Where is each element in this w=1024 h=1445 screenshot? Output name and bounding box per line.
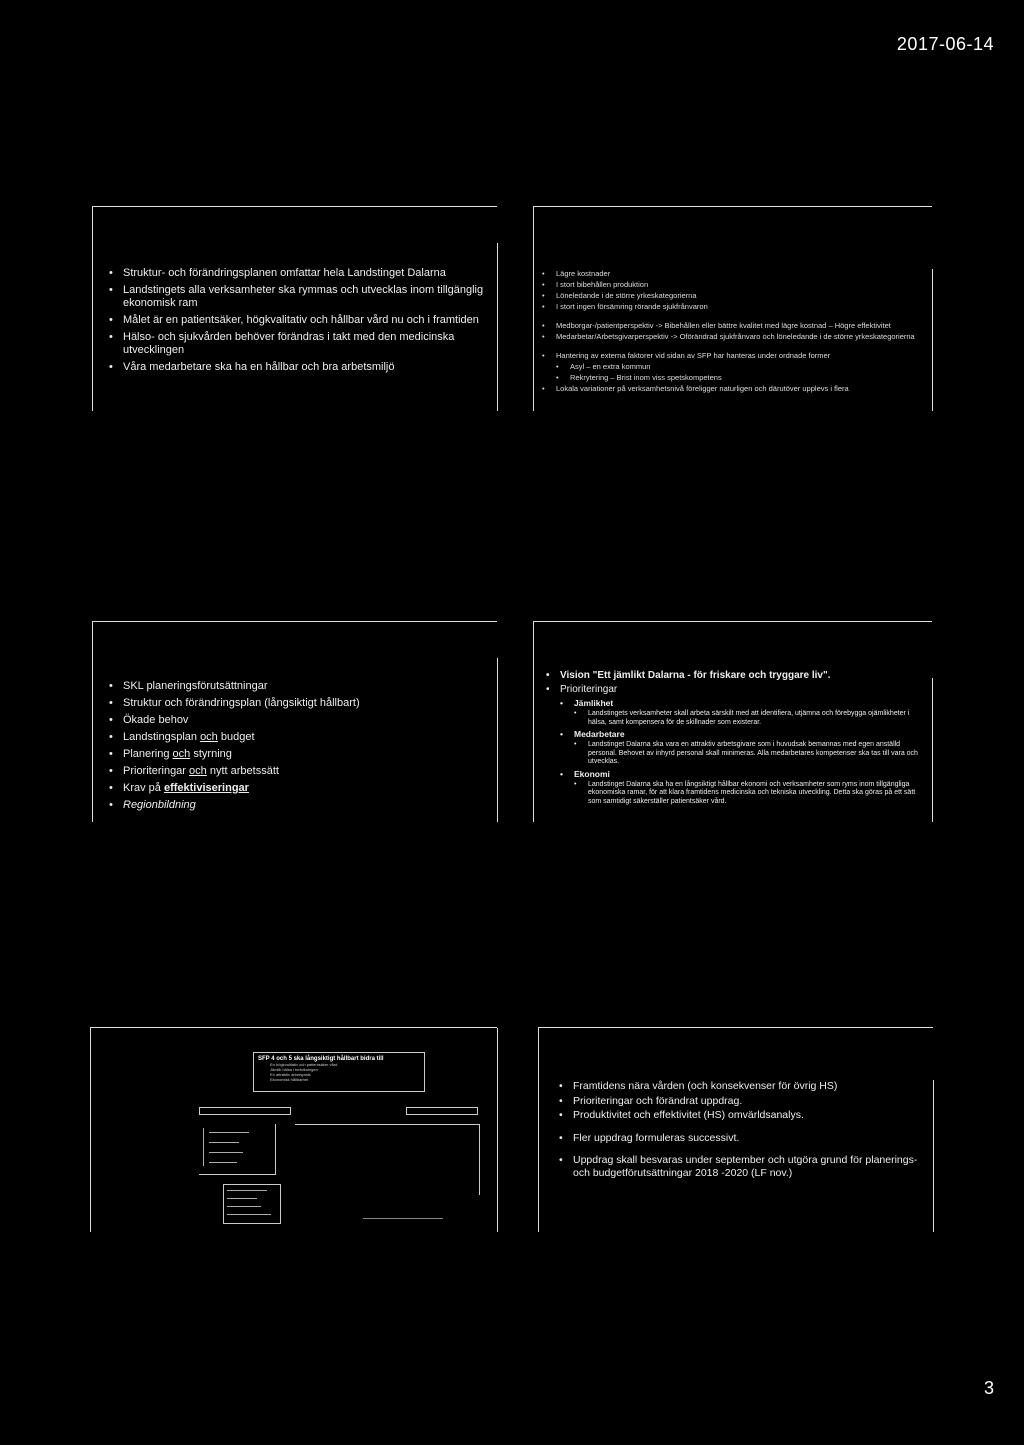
list-item: • Hantering av externa faktorer vid sidan av SFP har hanteras under ordnade former xyxy=(542,351,922,360)
list-item: • Rekrytering – Brist inom viss spetskompetens xyxy=(556,373,922,382)
list-item xyxy=(109,765,489,778)
list-item: • Löneledande i de större yrkeskategorierna xyxy=(542,291,922,300)
item-text: Prioriteringar xyxy=(123,765,190,777)
slide-2-bullets xyxy=(542,269,922,395)
list-item xyxy=(109,782,489,795)
list-item: • Produktivitet och effektivitet (HS) omvärldsanalys. xyxy=(559,1109,927,1122)
list-item: • Regionbildning xyxy=(109,799,489,812)
divider xyxy=(209,1152,243,1153)
divider xyxy=(209,1142,239,1143)
item-text: styrning xyxy=(190,748,232,760)
list-item: • Målet är en patientsäker, högkvalitativ och hållbar vård nu och i framtiden xyxy=(109,314,493,327)
list-item: • Ökade behov xyxy=(109,714,489,727)
item-text-underlined: effektiviseringar xyxy=(163,782,249,794)
item-text: Planering xyxy=(123,748,173,760)
divider xyxy=(227,1198,257,1199)
item-text: budget xyxy=(217,731,255,743)
divider xyxy=(227,1206,261,1207)
divider xyxy=(363,1218,443,1219)
slide-5 xyxy=(90,1027,497,1232)
list-item: • Asyl – en extra kommun xyxy=(556,362,922,371)
list-item: • I stort ingen försämring rörande sjukfrånvaron xyxy=(542,302,922,311)
list-item: • Lokala variationer på verksamhetsnivå föreligger naturligen och därutöver upplevs i flera xyxy=(542,384,922,393)
list-item: • Prioriteringar och förändrat uppdrag. xyxy=(559,1095,927,1108)
economy-text: • Landstinget Dalarna ska ha en långsiktigt hållbar ekonomi och verksamheter som ryms inom tillgängliga ekonomiska ramar, för att klara framtidens medicinska och tekniska utveckling. Detta ska göras på ett sätt som samtidigt säkerställer patientsäker vård. xyxy=(574,781,926,807)
list-item: • Struktur och förändringsplan (långsiktigt hållbart) xyxy=(109,697,489,710)
slide-3-bullets xyxy=(109,680,489,816)
divider xyxy=(209,1162,237,1163)
slide-2 xyxy=(533,206,932,411)
divider xyxy=(203,1128,204,1166)
list-item: • SKL planeringsförutsättningar xyxy=(109,680,489,693)
list-item: • Framtidens nära vården (och konsekvenser för övrig HS) xyxy=(559,1080,927,1093)
item-text-underlined: och xyxy=(172,748,191,760)
item-text-underlined: och xyxy=(189,765,207,777)
list-item: • Hälso- och sjukvården behöver förändras i takt med den medicinska utvecklingen xyxy=(109,331,493,357)
item-text: nytt arbetssätt xyxy=(206,765,279,777)
page-number: 3 xyxy=(983,1378,994,1398)
goal-line: Ekonomisk hållbarhet xyxy=(270,1077,309,1082)
left-header-box xyxy=(199,1107,291,1115)
slide-1-bullets xyxy=(109,267,493,378)
slide-6 xyxy=(538,1027,933,1232)
list-item: • Lägre kostnader xyxy=(542,269,922,278)
slide-4 xyxy=(533,621,932,822)
list-item: • Uppdrag skall besvaras under september och utgöra grund för planerings- och budgetförutsättningar 2018 -2020 (LF nov.) xyxy=(559,1154,927,1179)
divider xyxy=(227,1214,271,1215)
equality-text: • Landstingets verksamheter skall arbeta särskilt med att identifiera, utjämna och förebygga ojämlikheter i hälsa, samt kompensera för de skillnader som existerar. xyxy=(574,710,926,727)
goal-box xyxy=(253,1052,425,1092)
slide-3 xyxy=(92,621,497,822)
economy-heading: • Ekonomi xyxy=(560,769,926,779)
middle-block xyxy=(295,1124,480,1195)
goal-line: En attraktiv arbetsplats xyxy=(270,1072,311,1077)
divider xyxy=(227,1190,267,1191)
list-item: • Landstingets alla verksamheter ska rymmas och utvecklas inom tillgänglig ekonomisk ram xyxy=(109,284,493,310)
list-item: • I stort bibehållen produktion xyxy=(542,280,922,289)
list-item: • Medarbetar/Arbetsgivarperspektiv -> Oförändrad sjukfrånvaro och löneledande i de större yrkeskategorierna xyxy=(542,332,922,341)
item-text: Landstingsplan xyxy=(123,731,201,743)
staff-text: • Landstinget Dalarna ska vara en attraktiv arbetsgivare som i huvudsak bemannas med egen anställd personal. Behovet av inhyrd personal skall minimeras. Alla medarbetares kompetenser ska tas till vara och utvecklas. xyxy=(574,741,926,767)
list-item: • Medborgar-/patientperspektiv -> Bibehållen eller bättre kvalitet med lägre kostnad – Högre effektivitet xyxy=(542,321,922,330)
slide-6-bullets xyxy=(559,1080,927,1181)
item-text: Krav på xyxy=(123,782,164,794)
divider xyxy=(209,1132,249,1133)
list-item xyxy=(109,748,489,761)
list-item xyxy=(109,731,489,744)
slide-4-bullets xyxy=(546,670,926,808)
goal-box-title: SFP 4 och 5 ska långsiktigt hållbart bidra till xyxy=(258,1056,384,1062)
item-text-underlined: och xyxy=(200,731,218,743)
goal-line: Jämlik hälsa i befolkningen xyxy=(270,1067,318,1072)
right-header-box xyxy=(406,1107,478,1115)
equality-heading: • Jämlikhet xyxy=(560,698,926,708)
list-item: • Struktur- och förändringsplanen omfattar hela Landstinget Dalarna xyxy=(109,267,493,280)
list-item: • Våra medarbetare ska ha en hållbar och bra arbetsmiljö xyxy=(109,361,493,374)
slide-1 xyxy=(92,206,497,411)
page-date: 2017-06-14 xyxy=(896,34,994,54)
vision-line: • Vision "Ett jämlikt Dalarna - för friskare och tryggare liv". xyxy=(546,670,926,682)
list-item: • Fler uppdrag formuleras successivt. xyxy=(559,1132,927,1145)
goal-line: En högkvalitativ och patientsäker vård xyxy=(270,1062,338,1067)
staff-heading: • Medarbetare xyxy=(560,729,926,739)
priorities-heading: • Prioriteringar xyxy=(546,684,926,696)
